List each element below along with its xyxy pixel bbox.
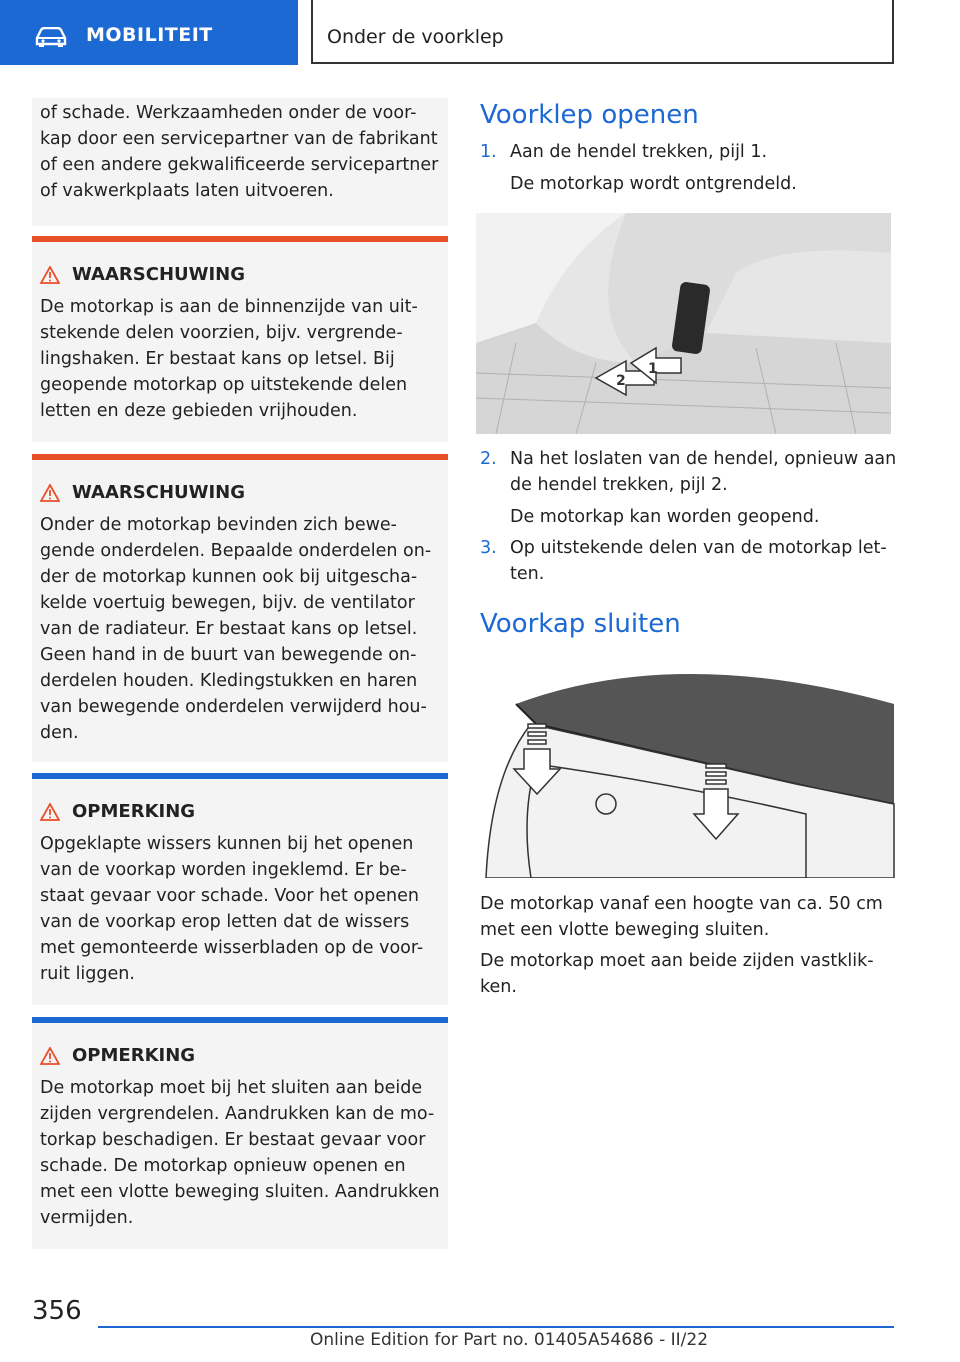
close-text-1: De motorkap vanaf een hoogte van ca. 50 cm met een vlotte beweging sluiten. <box>480 894 883 940</box>
close-text-2: De motorkap moet aan beide zijden vastklik-ken. <box>480 951 874 997</box>
step-3: 3. Op uitstekende delen van de motorkap let-ten. <box>480 538 887 584</box>
open-heading: Voorklep openen <box>480 100 699 130</box>
page-number: 356 <box>32 1296 82 1326</box>
section-label: MOBILITEIT <box>86 24 213 46</box>
close-heading: Voorkap sluiten <box>480 609 681 639</box>
arrow-label-1: 1 <box>648 361 658 377</box>
warning-title: WAARSCHUWING <box>40 264 245 285</box>
remark-bar <box>32 773 448 779</box>
warning-text: De motorkap is aan de binnenzijde van uit-stekende delen voorzien, bijv. vergrende-lingshaken. Er bestaat kans op letsel. Bij geopende motorkap op uitstekende delen letten en deze gebieden vrijhouden. <box>40 297 418 421</box>
warning-icon <box>40 484 60 502</box>
remark-text: De motorkap moet bij het sluiten aan beide zijden vergrendelen. Aandrukken kan de mo-torkap beschadigen. Er bestaat gevaar voor schade. De motorkap opnieuw openen en met een vlotte beweging sluiten. Aandrukken vermijden. <box>40 1078 440 1228</box>
car-icon <box>34 27 68 47</box>
warning-note-1 <box>32 236 448 442</box>
remark-note-2 <box>32 1017 448 1249</box>
warning-text: Onder de motorkap bevinden zich bewe-gende onderdelen. Bepaalde onderdelen on-der de motorkap kunnen ook bij uitgescha-kelde voertuig bewegen, bijv. de ventilator van de radiateur. Er bestaat kans op letsel. Geen hand in de buurt van bewegende on-derdelen houden. Kledingstukken en haren van bewegende onderdelen verwijderd hou-den. <box>40 515 432 743</box>
warning-bar <box>32 454 448 460</box>
warning-note-2 <box>32 454 448 762</box>
intro-text: of schade. Werkzaamheden onder de voor-kap door een servicepartner van de fabrikant of een andere gekwalificeerde servicepartner of vakwerkplaats laten uitvoeren. <box>40 103 439 201</box>
footer-divider <box>98 1326 894 1328</box>
topic-header <box>311 0 894 64</box>
arrow-label-2: 2 <box>616 373 626 389</box>
remark-title: OPMERKING <box>40 801 195 822</box>
step-2-result: De motorkap kan worden geopend. <box>510 507 820 527</box>
remark-text: Opgeklapte wissers kunnen bij het openen van de voorkap worden ingeklemd. Er be-staat gevaar voor schade. Voor het openen van de voorkap erop letten dat de wissers met gemonteerde wisserbladen op de voor-ruit liggen. <box>40 834 424 984</box>
edition-link[interactable]: Online Edition for Part no. 01405A54686 - II/22 <box>310 1330 709 1350</box>
intro-block <box>32 98 448 226</box>
warning-icon <box>40 266 60 284</box>
lever-figure <box>476 213 891 434</box>
warning-icon <box>40 803 60 821</box>
remark-title: OPMERKING <box>40 1045 195 1066</box>
remark-bar <box>32 1017 448 1023</box>
section-tab[interactable] <box>0 0 298 65</box>
step-1: 1. Aan de hendel trekken, pijl 1. De motorkap wordt ontgrendeld. <box>480 139 900 199</box>
warning-title: WAARSCHUWING <box>40 482 245 503</box>
step-2: 2. Na het loslaten van de hendel, opnieuw aan de hendel trekken, pijl 2. De motorkap kan worden geopend. <box>480 446 900 532</box>
warning-icon <box>40 1047 60 1065</box>
warning-bar <box>32 236 448 242</box>
hood-close-figure <box>476 654 896 878</box>
topic-label: Onder de voorklep <box>327 26 504 48</box>
step-1-result: De motorkap wordt ontgrendeld. <box>510 174 797 194</box>
remark-note-1 <box>32 773 448 1005</box>
